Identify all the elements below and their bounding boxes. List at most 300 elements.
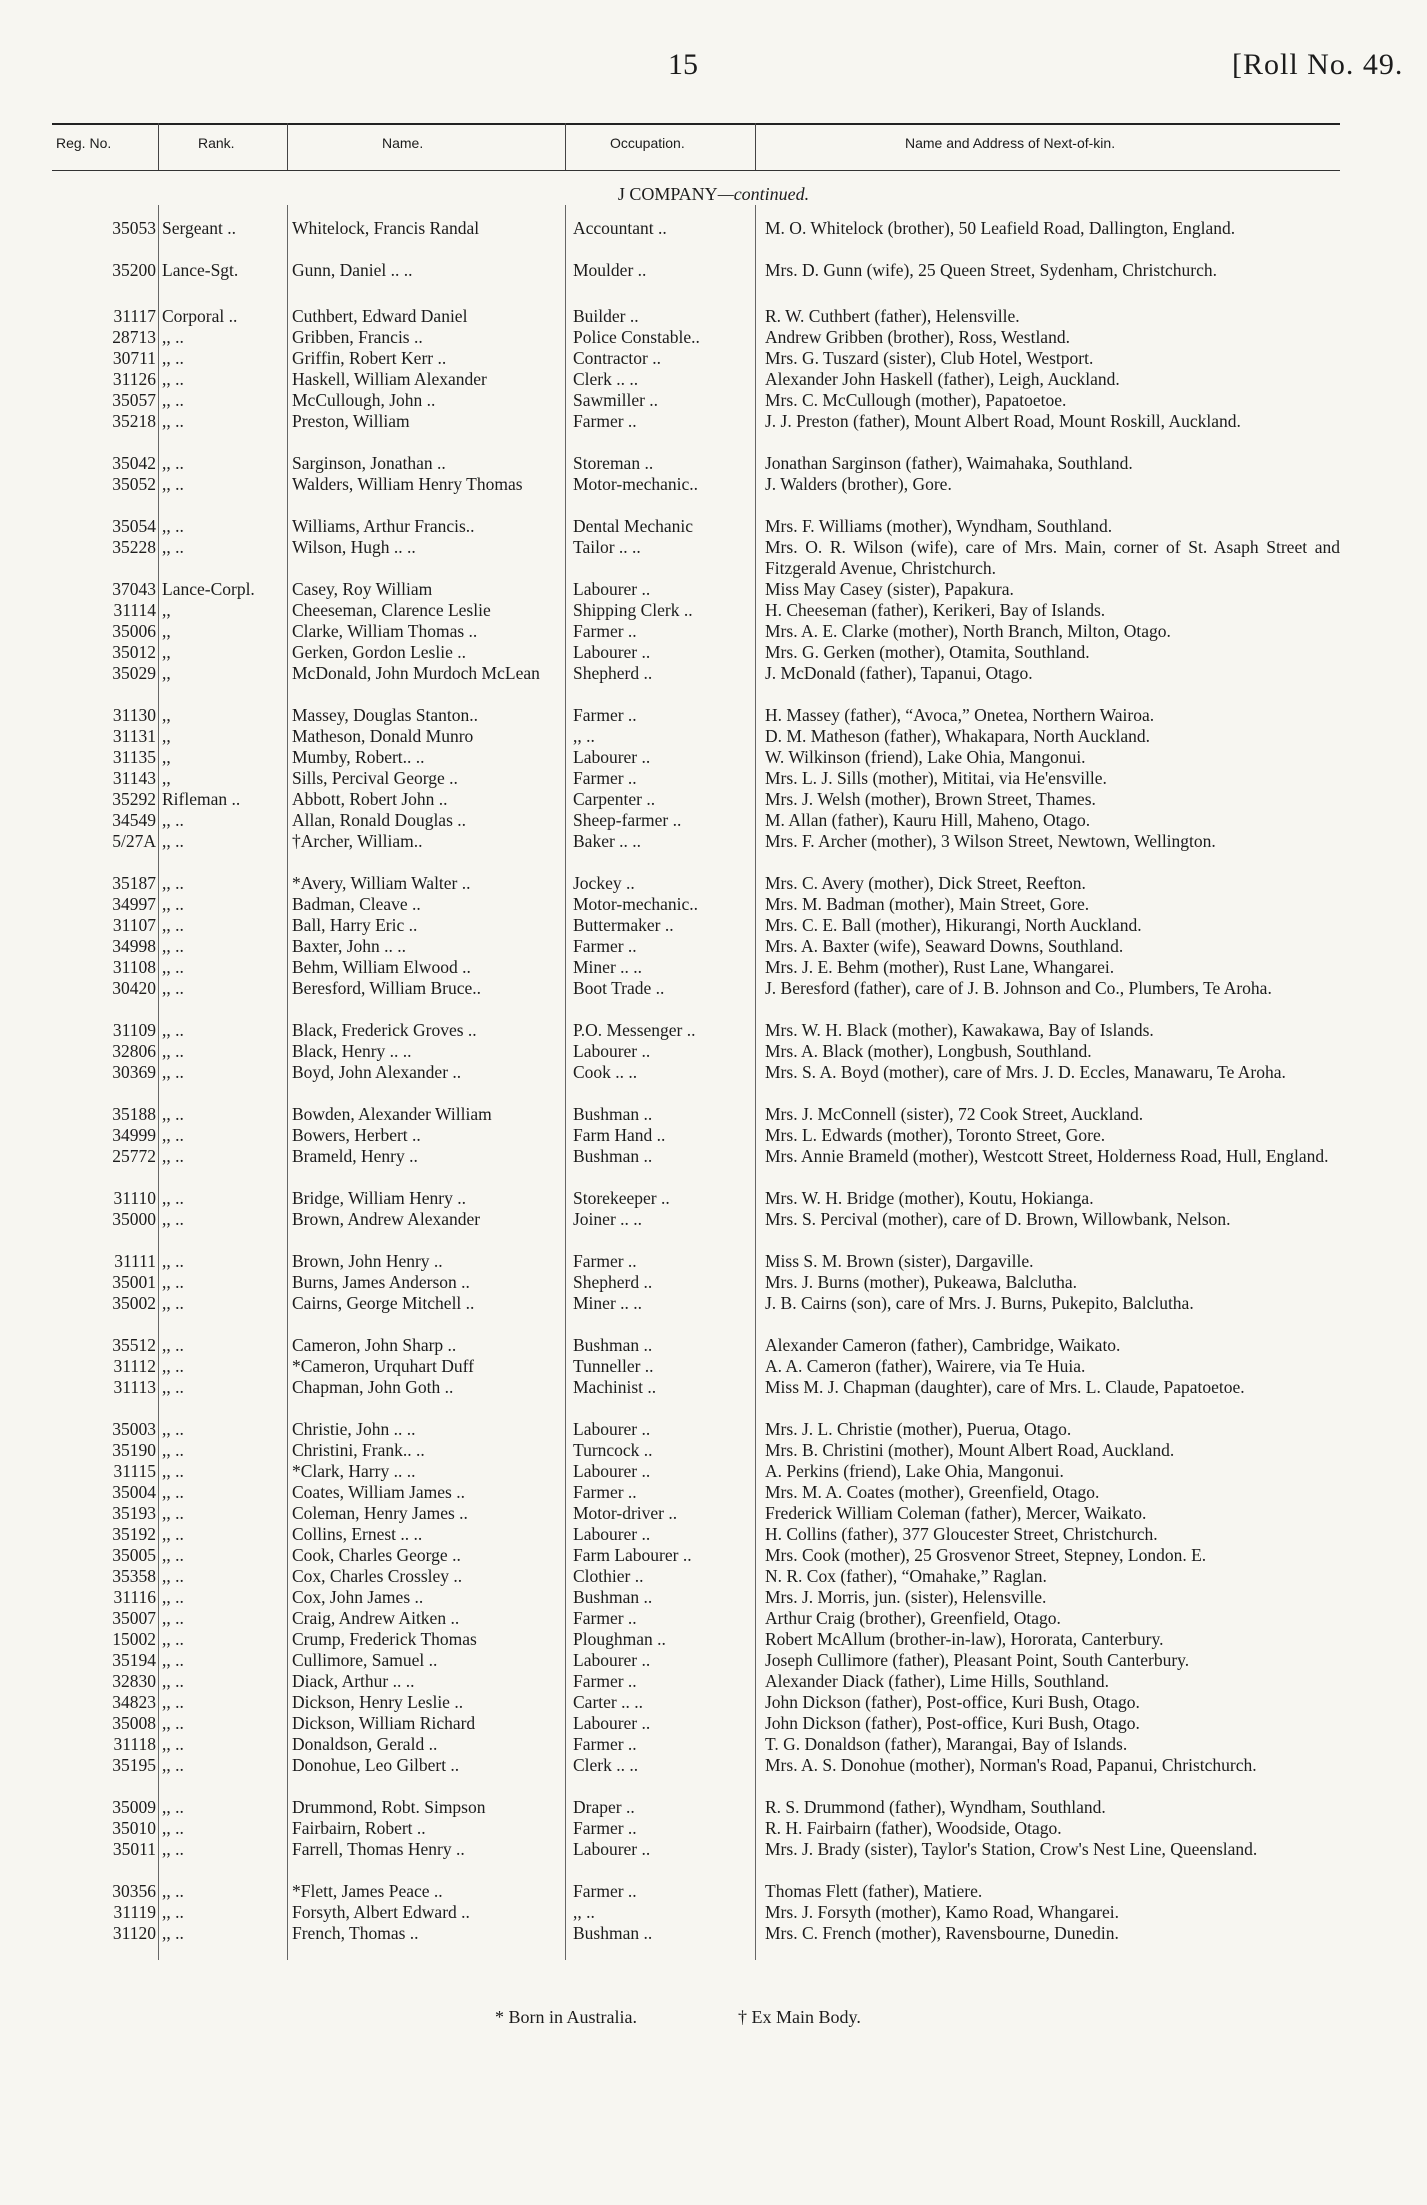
- reg-no-cell: 31116: [113, 1587, 156, 1607]
- rank-cell: ,,: [162, 726, 171, 746]
- rank-cell: ,, ..: [162, 516, 184, 536]
- occupation-cell: Farmer ..: [573, 705, 637, 725]
- rank-cell: ,, ..: [162, 831, 184, 851]
- name-cell: Haskell, William Alexander: [292, 369, 487, 389]
- occupation-cell: Dental Mechanic: [573, 516, 694, 536]
- reg-no-cell: 35057: [112, 390, 156, 410]
- next-of-kin-cell: M. O. Whitelock (brother), 50 Leafield Road, Dallington, England.: [765, 218, 1236, 238]
- name-cell: Badman, Cleave ..: [292, 894, 421, 914]
- rank-cell: Rifleman ..: [162, 789, 241, 809]
- next-of-kin-cell: H. Cheeseman (father), Kerikeri, Bay of Islands.: [765, 600, 1106, 620]
- rank-cell: ,, ..: [162, 1188, 184, 1208]
- name-cell: Cuthbert, Edward Daniel: [292, 306, 468, 326]
- reg-no-cell: 35001: [112, 1272, 156, 1292]
- occupation-cell: Jockey ..: [573, 873, 635, 893]
- rank-cell: ,, ..: [162, 1797, 184, 1817]
- next-of-kin-cell: Mrs. C. Avery (mother), Dick Street, Reefton.: [765, 873, 1086, 893]
- rank-cell: ,, ..: [162, 915, 184, 935]
- next-of-kin-cell: Mrs. J. Welsh (mother), Brown Street, Thames.: [765, 789, 1096, 809]
- occupation-cell: Ploughman ..: [573, 1629, 666, 1649]
- occupation-cell: Contractor ..: [573, 348, 661, 368]
- occupation-cell: Farmer ..: [573, 1818, 637, 1838]
- name-cell: Christini, Frank.. ..: [292, 1440, 425, 1460]
- next-of-kin-cell: J. McDonald (father), Tapanui, Otago.: [765, 663, 1033, 683]
- next-of-kin-cell: Mrs. S. A. Boyd (mother), care of Mrs. J. D. Eccles, Manawaru, Te Aroha.: [765, 1062, 1286, 1082]
- next-of-kin-cell: Mrs. J. Morris, jun. (sister), Helensville.: [765, 1587, 1047, 1607]
- name-cell: Diack, Arthur .. ..: [292, 1671, 415, 1691]
- next-of-kin-cell: J. B. Cairns (son), care of Mrs. J. Burns, Pukepito, Balclutha.: [765, 1293, 1194, 1313]
- next-of-kin-cell: Mrs. M. A. Coates (mother), Greenfield, Otago.: [765, 1482, 1100, 1502]
- occupation-cell: Clothier ..: [573, 1566, 644, 1586]
- occupation-cell: Turncock ..: [573, 1440, 653, 1460]
- reg-no-cell: 31131: [112, 726, 156, 746]
- next-of-kin-cell: R. H. Fairbairn (father), Woodside, Otago.: [765, 1818, 1062, 1838]
- name-cell: Williams, Arthur Francis..: [292, 516, 475, 536]
- footnote-main-body: † Ex Main Body.: [738, 2007, 861, 2027]
- name-cell: Bridge, William Henry ..: [292, 1188, 466, 1208]
- rank-cell: ,, ..: [162, 1902, 184, 1922]
- next-of-kin-cell: Mrs. A. Baxter (wife), Seaward Downs, Southland.: [765, 936, 1124, 956]
- name-cell: Beresford, William Bruce..: [292, 978, 481, 998]
- rank-cell: ,, ..: [162, 1356, 184, 1376]
- name-cell: Clarke, William Thomas ..: [292, 621, 478, 641]
- next-of-kin-cell: John Dickson (father), Post-office, Kuri Bush, Otago.: [765, 1713, 1140, 1733]
- occupation-cell: Cook .. ..: [573, 1062, 638, 1082]
- rank-cell: ,, ..: [162, 348, 184, 368]
- rank-cell: ,, ..: [162, 474, 184, 494]
- name-cell: Cameron, John Sharp ..: [292, 1335, 457, 1355]
- next-of-kin-cell: John Dickson (father), Post-office, Kuri Bush, Otago.: [765, 1692, 1140, 1712]
- next-of-kin-cell: Miss M. J. Chapman (daughter), care of Mrs. L. Claude, Papatoetoe.: [765, 1377, 1245, 1397]
- reg-no-cell: 31114: [113, 600, 156, 620]
- rank-cell: ,, ..: [162, 1524, 184, 1544]
- rank-cell: ,, ..: [162, 894, 184, 914]
- reg-no-cell: 35042: [112, 453, 156, 473]
- next-of-kin-cell: Mrs. J. Brady (sister), Taylor's Station, Crow's Nest Line, Queensland.: [765, 1839, 1258, 1859]
- name-cell: Fairbairn, Robert ..: [292, 1818, 426, 1838]
- occupation-cell: Bushman ..: [573, 1146, 653, 1166]
- name-cell: Farrell, Thomas Henry ..: [292, 1839, 465, 1859]
- page-number: 15: [668, 48, 698, 81]
- name-cell: Black, Frederick Groves ..: [292, 1020, 477, 1040]
- reg-no-cell: 35000: [112, 1209, 156, 1229]
- occupation-cell: Storeman ..: [573, 453, 654, 473]
- next-of-kin-cell: J. Walders (brother), Gore.: [765, 474, 952, 494]
- reg-no-cell: 25772: [112, 1146, 156, 1166]
- reg-no-cell: 31143: [112, 768, 156, 788]
- next-of-kin-cell: Arthur Craig (brother), Greenfield, Otago.: [765, 1608, 1061, 1628]
- reg-no-cell: 35005: [112, 1545, 156, 1565]
- rank-cell: ,, ..: [162, 1440, 184, 1460]
- col-header-rank: Rank.: [198, 135, 235, 151]
- reg-no-cell: 35187: [112, 873, 156, 893]
- rank-cell: ,, ..: [162, 1146, 184, 1166]
- occupation-cell: Builder ..: [573, 306, 639, 326]
- reg-no-cell: 28713: [112, 327, 156, 347]
- name-cell: Cullimore, Samuel ..: [292, 1650, 438, 1670]
- reg-no-cell: 30711: [112, 348, 156, 368]
- reg-no-cell: 5/27A: [112, 831, 156, 851]
- reg-no-cell: 35188: [112, 1104, 156, 1124]
- rank-cell: ,,: [162, 705, 171, 725]
- occupation-cell: Labourer ..: [573, 1041, 651, 1061]
- reg-no-cell: 35007: [112, 1608, 156, 1628]
- occupation-cell: Farmer ..: [573, 1608, 637, 1628]
- next-of-kin-cell: Mrs. Annie Brameld (mother), Westcott Street, Holderness Road, Hull, England.: [765, 1146, 1329, 1166]
- rank-cell: ,, ..: [162, 1608, 184, 1628]
- rank-cell: ,, ..: [162, 537, 184, 557]
- name-cell: Crump, Frederick Thomas: [292, 1629, 477, 1649]
- occupation-cell: Farmer ..: [573, 411, 637, 431]
- occupation-cell: ,, ..: [573, 726, 595, 746]
- occupation-cell: Accountant ..: [573, 218, 667, 238]
- next-of-kin-cell: Thomas Flett (father), Matiere.: [765, 1881, 983, 1901]
- rank-cell: ,, ..: [162, 369, 184, 389]
- rank-cell: ,, ..: [162, 1419, 184, 1439]
- next-of-kin-cell: A. Perkins (friend), Lake Ohia, Mangonui.: [765, 1461, 1064, 1481]
- next-of-kin-cell: Jonathan Sarginson (father), Waimahaka, Southland.: [765, 453, 1133, 473]
- next-of-kin-cell: Mrs. J. Burns (mother), Pukeawa, Balclutha.: [765, 1272, 1078, 1292]
- next-of-kin-cell: Mrs. F. Archer (mother), 3 Wilson Street, Newtown, Wellington.: [765, 831, 1216, 851]
- occupation-cell: Bushman ..: [573, 1335, 653, 1355]
- rank-cell: ,, ..: [162, 1461, 184, 1481]
- reg-no-cell: 31110: [113, 1188, 156, 1208]
- rank-cell: ,, ..: [162, 1713, 184, 1733]
- occupation-cell: Joiner .. ..: [573, 1209, 643, 1229]
- next-of-kin-cell: T. G. Donaldson (father), Marangai, Bay of Islands.: [765, 1734, 1128, 1754]
- name-cell: Sarginson, Jonathan ..: [292, 453, 446, 473]
- rank-cell: ,, ..: [162, 1755, 184, 1775]
- reg-no-cell: 31108: [112, 957, 156, 977]
- rank-cell: ,, ..: [162, 1209, 184, 1229]
- reg-no-cell: 31113: [113, 1377, 156, 1397]
- occupation-cell: Labourer ..: [573, 642, 651, 662]
- name-cell: Wilson, Hugh .. ..: [292, 537, 416, 557]
- next-of-kin-cell: Mrs. W. H. Black (mother), Kawakawa, Bay of Islands.: [765, 1020, 1154, 1040]
- next-of-kin-cell: J. Beresford (father), care of J. B. Johnson and Co., Plumbers, Te Aroha.: [765, 978, 1272, 998]
- name-cell: Preston, William: [292, 411, 410, 431]
- occupation-cell: Farm Hand ..: [573, 1125, 666, 1145]
- next-of-kin-cell: Mrs. O. R. Wilson (wife), care of Mrs. Main, corner of St. Asaph Street and Fitzgerald Avenue, Christchurch.: [765, 537, 1340, 578]
- rank-cell: ,, ..: [162, 1062, 184, 1082]
- next-of-kin-cell: A. A. Cameron (father), Wairere, via Te Huia.: [765, 1356, 1086, 1376]
- occupation-cell: Farmer ..: [573, 1881, 637, 1901]
- rank-cell: ,, ..: [162, 1923, 184, 1943]
- name-cell: Donaldson, Gerald ..: [292, 1734, 438, 1754]
- name-cell: Dickson, Henry Leslie ..: [292, 1692, 464, 1712]
- next-of-kin-cell: Mrs. J. Forsyth (mother), Kamo Road, Whangarei.: [765, 1902, 1119, 1922]
- next-of-kin-cell: Mrs. C. E. Ball (mother), Hikurangi, North Auckland.: [765, 915, 1142, 935]
- name-cell: *Flett, James Peace ..: [292, 1881, 443, 1901]
- next-of-kin-cell: Joseph Cullimore (father), Pleasant Point, South Canterbury.: [765, 1650, 1190, 1670]
- occupation-cell: Labourer ..: [573, 1650, 651, 1670]
- reg-no-cell: 30356: [112, 1881, 156, 1901]
- name-cell: Bowers, Herbert ..: [292, 1125, 421, 1145]
- rank-cell: ,, ..: [162, 390, 184, 410]
- roll-number: [Roll No. 49.: [1232, 48, 1404, 81]
- name-cell: Casey, Roy William: [292, 579, 433, 599]
- name-cell: Massey, Douglas Stanton..: [292, 705, 479, 725]
- reg-no-cell: 31120: [112, 1923, 156, 1943]
- rank-cell: ,,: [162, 663, 171, 683]
- name-cell: Sills, Percival George ..: [292, 768, 458, 788]
- name-cell: Cox, John James ..: [292, 1587, 424, 1607]
- next-of-kin-cell: Mrs. G. Gerken (mother), Otamita, Southland.: [765, 642, 1090, 662]
- name-cell: French, Thomas ..: [292, 1923, 419, 1943]
- next-of-kin-cell: H. Massey (father), “Avoca,” Onetea, Northern Wairoa.: [765, 705, 1155, 725]
- rank-cell: ,, ..: [162, 936, 184, 956]
- reg-no-cell: 34997: [112, 894, 156, 914]
- occupation-cell: Machinist ..: [573, 1377, 657, 1397]
- col-header-name: Name.: [382, 135, 424, 151]
- rank-cell: ,, ..: [162, 1650, 184, 1670]
- name-cell: McDonald, John Murdoch McLean: [292, 663, 540, 683]
- reg-no-cell: 35012: [112, 642, 156, 662]
- next-of-kin-cell: Mrs. C. McCullough (mother), Papatoetoe.: [765, 390, 1067, 410]
- footnote-born-australia: * Born in Australia.: [495, 2007, 637, 2027]
- name-cell: Brown, John Henry ..: [292, 1251, 443, 1271]
- occupation-cell: Labourer ..: [573, 579, 651, 599]
- company-suffix: —continued.: [717, 184, 810, 204]
- name-cell: *Clark, Harry .. ..: [292, 1461, 416, 1481]
- next-of-kin-cell: Mrs. J. E. Behm (mother), Rust Lane, Whangarei.: [765, 957, 1115, 977]
- rank-cell: ,, ..: [162, 1692, 184, 1712]
- next-of-kin-cell: J. J. Preston (father), Mount Albert Road, Mount Roskill, Auckland.: [765, 411, 1241, 431]
- occupation-cell: Farm Labourer ..: [573, 1545, 692, 1565]
- name-cell: Brown, Andrew Alexander: [292, 1209, 481, 1229]
- occupation-cell: Motor-mechanic..: [573, 474, 699, 494]
- name-cell: †Archer, William..: [292, 831, 423, 851]
- occupation-cell: Shepherd ..: [573, 1272, 653, 1292]
- rank-cell: ,, ..: [162, 873, 184, 893]
- reg-no-cell: 35011: [112, 1839, 156, 1859]
- rank-cell: ,, ..: [162, 1566, 184, 1586]
- rank-cell: ,, ..: [162, 411, 184, 431]
- next-of-kin-cell: M. Allan (father), Kauru Hill, Maheno, Otago.: [765, 810, 1091, 830]
- next-of-kin-cell: Mrs. W. H. Bridge (mother), Koutu, Hokianga.: [765, 1188, 1094, 1208]
- occupation-cell: Carpenter ..: [573, 789, 656, 809]
- name-cell: Allan, Ronald Douglas ..: [292, 810, 467, 830]
- next-of-kin-cell: Mrs. C. French (mother), Ravensbourne, Dunedin.: [765, 1923, 1119, 1943]
- col-header-occupation: Occupation.: [610, 135, 685, 151]
- next-of-kin-cell: Mrs. A. Black (mother), Longbush, Southland.: [765, 1041, 1092, 1061]
- next-of-kin-cell: H. Collins (father), 377 Gloucester Street, Christchurch.: [765, 1524, 1158, 1544]
- occupation-cell: Police Constable..: [573, 327, 700, 347]
- reg-no-cell: 30420: [112, 978, 156, 998]
- occupation-cell: Draper ..: [573, 1797, 635, 1817]
- occupation-cell: Carter .. ..: [573, 1692, 643, 1712]
- name-cell: Gribben, Francis ..: [292, 327, 423, 347]
- occupation-cell: Storekeeper ..: [573, 1188, 670, 1208]
- name-cell: Dickson, William Richard: [292, 1713, 476, 1733]
- rank-cell: Corporal ..: [162, 306, 238, 326]
- rank-cell: ,, ..: [162, 1839, 184, 1859]
- occupation-cell: Labourer ..: [573, 1419, 651, 1439]
- reg-no-cell: 35228: [112, 537, 156, 557]
- rank-cell: Sergeant ..: [162, 218, 237, 238]
- rank-cell: ,, ..: [162, 1335, 184, 1355]
- reg-no-cell: 31118: [113, 1734, 156, 1754]
- occupation-cell: Motor-mechanic..: [573, 894, 699, 914]
- next-of-kin-cell: Mrs. J. L. Christie (mother), Puerua, Otago.: [765, 1419, 1072, 1439]
- reg-no-cell: 35054: [112, 516, 156, 536]
- name-cell: *Avery, William Walter ..: [292, 873, 471, 893]
- reg-no-cell: 35006: [112, 621, 156, 641]
- rank-cell: ,, ..: [162, 1629, 184, 1649]
- name-cell: Mumby, Robert.. ..: [292, 747, 425, 767]
- name-cell: Bowden, Alexander William: [292, 1104, 492, 1124]
- occupation-cell: Tunneller ..: [573, 1356, 654, 1376]
- reg-no-cell: 35512: [112, 1335, 156, 1355]
- rank-cell: ,, ..: [162, 1125, 184, 1145]
- next-of-kin-cell: Mrs. B. Christini (mother), Mount Albert Road, Auckland.: [765, 1440, 1175, 1460]
- rank-cell: ,,: [162, 768, 171, 788]
- next-of-kin-cell: W. Wilkinson (friend), Lake Ohia, Mangonui.: [765, 747, 1086, 767]
- rank-cell: ,,: [162, 621, 171, 641]
- reg-no-cell: 32830: [112, 1671, 156, 1691]
- rank-cell: ,, ..: [162, 1734, 184, 1754]
- reg-no-cell: 31119: [113, 1902, 156, 1922]
- name-cell: Craig, Andrew Aitken ..: [292, 1608, 460, 1628]
- occupation-cell: Miner .. ..: [573, 957, 643, 977]
- occupation-cell: Tailor .. ..: [573, 537, 641, 557]
- name-cell: Gunn, Daniel .. ..: [292, 260, 413, 280]
- reg-no-cell: 34999: [112, 1125, 156, 1145]
- reg-no-cell: 35200: [112, 260, 156, 280]
- name-cell: Collins, Ernest .. ..: [292, 1524, 423, 1544]
- name-cell: Christie, John .. ..: [292, 1419, 416, 1439]
- occupation-cell: Sawmiller ..: [573, 390, 659, 410]
- rank-cell: ,, ..: [162, 957, 184, 977]
- next-of-kin-cell: Alexander John Haskell (father), Leigh, Auckland.: [765, 369, 1120, 389]
- reg-no-cell: 35004: [112, 1482, 156, 1502]
- next-of-kin-cell: Mrs. Cook (mother), 25 Grosvenor Street, Stepney, London. E.: [765, 1545, 1207, 1565]
- rank-cell: ,,: [162, 600, 171, 620]
- company-name: J COMPANY: [617, 184, 718, 204]
- rank-cell: Lance-Corpl.: [162, 579, 255, 599]
- occupation-cell: Moulder ..: [573, 260, 647, 280]
- name-cell: Forsyth, Albert Edward ..: [292, 1902, 470, 1922]
- next-of-kin-cell: Mrs. G. Tuszard (sister), Club Hotel, Westport.: [765, 348, 1094, 368]
- next-of-kin-cell: Alexander Diack (father), Lime Hills, Southland.: [765, 1671, 1110, 1691]
- reg-no-cell: 35052: [112, 474, 156, 494]
- reg-no-cell: 32806: [112, 1041, 156, 1061]
- rank-cell: ,, ..: [162, 978, 184, 998]
- rank-cell: ,, ..: [162, 1377, 184, 1397]
- reg-no-cell: 31107: [112, 915, 156, 935]
- name-cell: Walders, William Henry Thomas: [292, 474, 523, 494]
- next-of-kin-cell: Mrs. L. Edwards (mother), Toronto Street, Gore.: [765, 1125, 1106, 1145]
- reg-no-cell: 31126: [112, 369, 156, 389]
- rank-cell: ,, ..: [162, 1482, 184, 1502]
- rank-cell: ,, ..: [162, 1272, 184, 1292]
- reg-no-cell: 35292: [112, 789, 156, 809]
- reg-no-cell: 35010: [112, 1818, 156, 1838]
- rank-cell: ,,: [162, 642, 171, 662]
- name-cell: *Cameron, Urquhart Duff: [292, 1356, 474, 1376]
- reg-no-cell: 35029: [112, 663, 156, 683]
- name-cell: Whitelock, Francis Randal: [292, 218, 480, 238]
- reg-no-cell: 35009: [112, 1797, 156, 1817]
- reg-no-cell: 31115: [113, 1461, 156, 1481]
- name-cell: Chapman, John Goth ..: [292, 1377, 454, 1397]
- reg-no-cell: 35192: [112, 1524, 156, 1544]
- name-cell: Behm, William Elwood ..: [292, 957, 471, 977]
- name-cell: Matheson, Donald Munro: [292, 726, 474, 746]
- reg-no-cell: 34998: [112, 936, 156, 956]
- next-of-kin-cell: Frederick William Coleman (father), Mercer, Waikato.: [765, 1503, 1147, 1523]
- next-of-kin-cell: Andrew Gribben (brother), Ross, Westland.: [765, 327, 1070, 347]
- reg-no-cell: 31111: [114, 1251, 156, 1271]
- rank-cell: Lance-Sgt.: [162, 260, 239, 280]
- occupation-cell: Bushman ..: [573, 1104, 653, 1124]
- reg-no-cell: 15002: [112, 1629, 156, 1649]
- rank-cell: ,, ..: [162, 1818, 184, 1838]
- occupation-cell: Clerk .. ..: [573, 369, 639, 389]
- name-cell: Boyd, John Alexander ..: [292, 1062, 462, 1082]
- rank-cell: ,, ..: [162, 1587, 184, 1607]
- occupation-cell: Motor-driver ..: [573, 1503, 678, 1523]
- occupation-cell: Miner .. ..: [573, 1293, 643, 1313]
- reg-no-cell: 35193: [112, 1503, 156, 1523]
- rank-cell: ,, ..: [162, 810, 184, 830]
- name-cell: Burns, James Anderson ..: [292, 1272, 470, 1292]
- name-cell: Gerken, Gordon Leslie ..: [292, 642, 466, 662]
- occupation-cell: Farmer ..: [573, 621, 637, 641]
- occupation-cell: Farmer ..: [573, 1251, 637, 1271]
- rank-cell: ,, ..: [162, 1293, 184, 1313]
- occupation-cell: Farmer ..: [573, 1734, 637, 1754]
- occupation-cell: Buttermaker ..: [573, 915, 674, 935]
- name-cell: Brameld, Henry ..: [292, 1146, 418, 1166]
- rank-cell: ,, ..: [162, 1503, 184, 1523]
- reg-no-cell: 31109: [112, 1020, 156, 1040]
- occupation-cell: Farmer ..: [573, 1482, 637, 1502]
- rank-cell: ,, ..: [162, 453, 184, 473]
- col-header-next-of-kin: Name and Address of Next-of-kin.: [905, 135, 1116, 151]
- next-of-kin-cell: Miss S. M. Brown (sister), Dargaville.: [765, 1251, 1034, 1271]
- rank-cell: ,,: [162, 747, 171, 767]
- next-of-kin-cell: R. W. Cuthbert (father), Helensville.: [765, 306, 1020, 326]
- occupation-cell: Bushman ..: [573, 1587, 653, 1607]
- next-of-kin-cell: N. R. Cox (father), “Omahake,” Raglan.: [765, 1566, 1047, 1586]
- next-of-kin-cell: Mrs. A. S. Donohue (mother), Norman's Road, Papanui, Christchurch.: [765, 1755, 1257, 1775]
- occupation-cell: Farmer ..: [573, 1671, 637, 1691]
- next-of-kin-cell: Mrs. D. Gunn (wife), 25 Queen Street, Sydenham, Christchurch.: [765, 260, 1217, 280]
- occupation-cell: Clerk .. ..: [573, 1755, 639, 1775]
- next-of-kin-cell: D. M. Matheson (father), Whakapara, North Auckland.: [765, 726, 1151, 746]
- name-cell: Drummond, Robt. Simpson: [292, 1797, 486, 1817]
- next-of-kin-cell: Mrs. F. Williams (mother), Wyndham, Southland.: [765, 516, 1113, 536]
- occupation-cell: Labourer ..: [573, 747, 651, 767]
- occupation-cell: Labourer ..: [573, 1839, 651, 1859]
- rank-cell: ,, ..: [162, 327, 184, 347]
- name-cell: Black, Henry .. ..: [292, 1041, 412, 1061]
- reg-no-cell: 35190: [112, 1440, 156, 1460]
- name-cell: Coates, William James ..: [292, 1482, 465, 1502]
- next-of-kin-cell: Mrs. A. E. Clarke (mother), North Branch, Milton, Otago.: [765, 621, 1171, 641]
- occupation-cell: Shepherd ..: [573, 663, 653, 683]
- col-header-reg: Reg. No.: [56, 135, 112, 151]
- reg-no-cell: 35002: [112, 1293, 156, 1313]
- rank-cell: ,, ..: [162, 1251, 184, 1271]
- occupation-cell: Farmer ..: [573, 768, 637, 788]
- next-of-kin-cell: Mrs. L. J. Sills (mother), Mititai, via He'ensville.: [765, 768, 1107, 788]
- reg-no-cell: 35003: [112, 1419, 156, 1439]
- occupation-cell: Bushman ..: [573, 1923, 653, 1943]
- name-cell: Abbott, Robert John ..: [292, 789, 448, 809]
- next-of-kin-cell: Mrs. S. Percival (mother), care of D. Brown, Willowbank, Nelson.: [765, 1209, 1231, 1229]
